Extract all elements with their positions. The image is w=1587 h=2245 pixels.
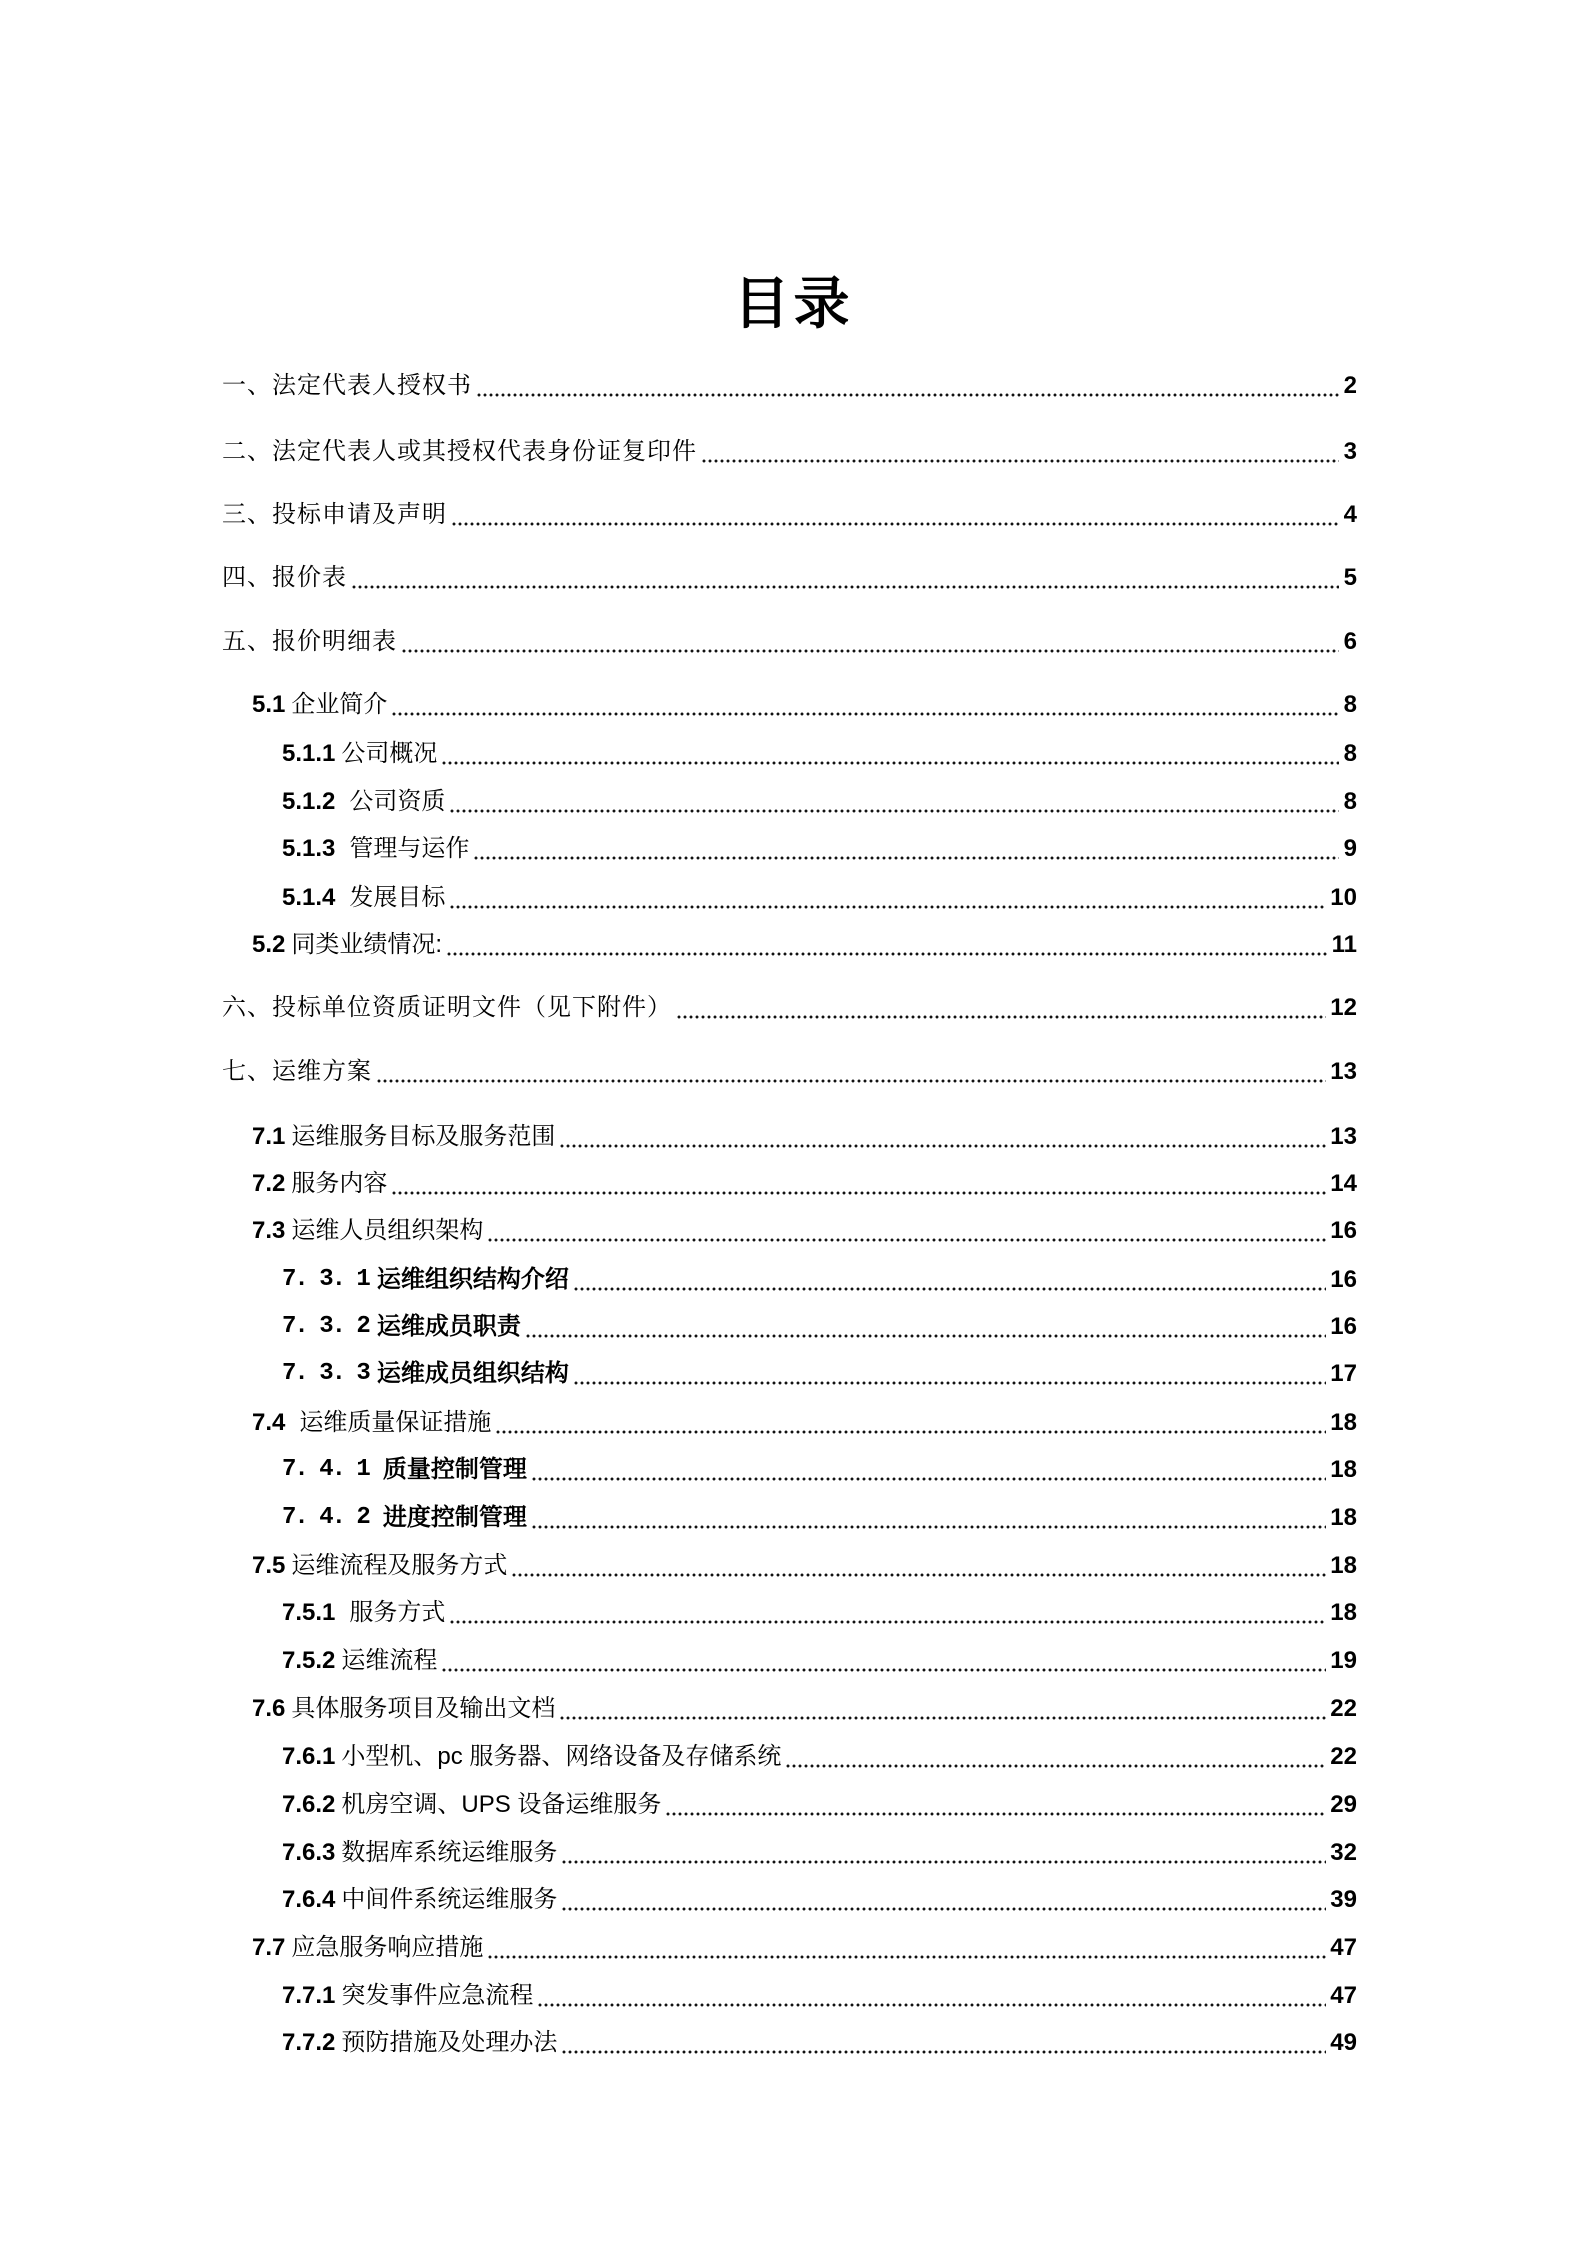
toc-entry[interactable] (222, 369, 1357, 403)
dot-leader (441, 1644, 1326, 1678)
toc-entry-number: 5.1.3 (282, 835, 336, 862)
toc-entry-page-number: 5 (1343, 564, 1357, 591)
toc-entry[interactable] (282, 1596, 1357, 1630)
toc-entry-title: 同类业绩情况: (291, 931, 443, 958)
dot-leader (559, 1120, 1326, 1154)
toc-entry[interactable] (282, 1501, 1357, 1535)
toc-entry-page-number: 29 (1330, 1791, 1357, 1818)
toc-entry-number: 5.1.2 (282, 788, 336, 815)
toc-entry-number: 7.6.1 (282, 1743, 336, 1770)
dot-leader (376, 1055, 1326, 1089)
toc-entry-number: 7.7 (252, 1934, 286, 1961)
toc-entry-number: 7.5.1 (282, 1599, 336, 1626)
dot-leader (665, 1788, 1326, 1822)
toc-entry-number: 7.5 (252, 1552, 286, 1579)
toc-entry-page-number: 22 (1330, 1743, 1357, 1770)
toc-entry[interactable] (252, 1931, 1357, 1965)
toc-entry-number: 5.1 (252, 691, 286, 718)
toc-entry-title: 预防措施及处理办法 (341, 2029, 558, 2056)
toc-entry-number: 7.5.2 (282, 1647, 336, 1674)
toc-entry-page-number: 19 (1330, 1647, 1357, 1674)
toc-entry-page-number: 18 (1330, 1456, 1357, 1483)
toc-entry[interactable] (282, 1453, 1357, 1487)
toc-entry-number: 5.1.4 (282, 884, 336, 911)
toc-entry-page-number: 32 (1330, 1839, 1357, 1866)
toc-entry[interactable] (282, 1836, 1357, 1870)
toc-entry-page-number: 47 (1330, 1982, 1357, 2009)
toc-entry-title: 五、报价明细表 (222, 628, 397, 655)
toc-entry-title: 质量控制管理 (382, 1456, 527, 1483)
toc-entry-number: 5.2 (252, 931, 286, 958)
toc-entry-number: 7. 3. 3 (282, 1360, 369, 1387)
toc-entry[interactable] (222, 498, 1357, 532)
dot-leader (487, 1931, 1326, 1965)
toc-entry-number: 7.3 (252, 1217, 286, 1244)
toc-entry-title: 运维成员职责 (376, 1313, 521, 1340)
toc-entry[interactable] (282, 1357, 1357, 1391)
toc-entry[interactable] (282, 737, 1357, 771)
toc-entry-page-number: 14 (1330, 1170, 1357, 1197)
toc-entry-title: 公司资质 (349, 788, 446, 815)
dot-leader (449, 1596, 1326, 1630)
dot-leader (449, 785, 1339, 819)
toc-entry-page-number: 16 (1330, 1217, 1357, 1244)
toc-entry-title: 管理与运作 (349, 835, 470, 862)
toc-entry-page-number: 10 (1330, 884, 1357, 911)
toc-entry-title: 应急服务响应措施 (291, 1934, 484, 1961)
toc-entry-number: 7. 3. 2 (282, 1313, 369, 1340)
dot-leader (487, 1214, 1326, 1248)
toc-entry-page-number: 49 (1330, 2029, 1357, 2056)
toc-entry-page-number: 13 (1330, 1058, 1357, 1085)
dot-leader (531, 1453, 1326, 1487)
toc-entry-title: 三、投标申请及声明 (222, 501, 447, 528)
toc-entry[interactable] (252, 1120, 1357, 1154)
toc-entry-title: 数据库系统运维服务 (341, 1839, 558, 1866)
dot-leader (701, 435, 1339, 469)
dot-leader (391, 688, 1339, 722)
toc-entry[interactable] (252, 1167, 1357, 1201)
toc-entry-number: 7.4 (252, 1409, 286, 1436)
toc-entry[interactable] (282, 1310, 1357, 1344)
toc-entry-title: 运维流程 (341, 1647, 438, 1674)
toc-entry-page-number: 9 (1343, 835, 1357, 862)
toc-entry-number: 7.6.3 (282, 1839, 336, 1866)
toc-entry-page-number: 22 (1330, 1695, 1357, 1722)
dot-leader (676, 991, 1326, 1025)
toc-entry-title: 运维成员组织结构 (376, 1360, 569, 1387)
toc-entry-number: 7. 3. 1 (282, 1266, 369, 1293)
page-title: 目录 (733, 273, 854, 336)
dot-leader (561, 2026, 1326, 2060)
toc-entry-page-number: 16 (1330, 1266, 1357, 1293)
toc-entry-title: 进度控制管理 (382, 1504, 527, 1531)
toc-entry[interactable] (252, 928, 1357, 962)
toc-entry-number: 7.1 (252, 1123, 286, 1150)
toc-entry-title: 运维质量保证措施 (299, 1409, 492, 1436)
toc-entry[interactable] (282, 2026, 1357, 2060)
toc-entry[interactable] (222, 435, 1357, 469)
toc-entry[interactable] (222, 625, 1357, 659)
dot-leader (785, 1740, 1326, 1774)
dot-leader (473, 832, 1339, 866)
toc-entry-page-number: 39 (1330, 1886, 1357, 1913)
toc-entry[interactable] (282, 1883, 1357, 1917)
toc-entry-page-number: 18 (1330, 1504, 1357, 1531)
toc-entry[interactable] (282, 785, 1357, 819)
toc-entry[interactable] (252, 1214, 1357, 1248)
toc-entry-title: 运维流程及服务方式 (291, 1552, 508, 1579)
dot-leader (573, 1357, 1326, 1391)
dot-leader (351, 561, 1339, 595)
toc-entry-title: 六、投标单位资质证明文件（见下附件） (222, 994, 672, 1021)
toc-entry-page-number: 18 (1330, 1599, 1357, 1626)
toc-entry-page-number: 8 (1343, 788, 1357, 815)
toc-entry-number: 7. 4. 2 (282, 1504, 369, 1531)
dot-leader (573, 1263, 1326, 1297)
toc-entry-number: 7.6.4 (282, 1886, 336, 1913)
toc-entry-title: 中间件系统运维服务 (341, 1886, 558, 1913)
toc-entry-page-number: 6 (1343, 628, 1357, 655)
toc-entry-page-number: 16 (1330, 1313, 1357, 1340)
dot-leader (401, 625, 1339, 659)
toc-entry-number: 7.6 (252, 1695, 286, 1722)
toc-entry[interactable] (222, 561, 1357, 595)
toc-entry-page-number: 3 (1343, 438, 1357, 465)
toc-entry-title: 服务方式 (349, 1599, 446, 1626)
toc-entry-page-number: 4 (1343, 501, 1357, 528)
dot-leader (561, 1836, 1326, 1870)
toc-entry[interactable] (222, 991, 1357, 1025)
toc-entry-page-number: 2 (1343, 372, 1357, 399)
toc-entry-title: 小型机、pc 服务器、网络设备及存储系统 (341, 1743, 782, 1770)
toc-entry[interactable] (282, 1979, 1357, 2013)
toc-entry-page-number: 8 (1343, 691, 1357, 718)
dot-leader (391, 1167, 1326, 1201)
toc-entry-page-number: 18 (1330, 1409, 1357, 1436)
toc-entry-title: 运维服务目标及服务范围 (291, 1123, 556, 1150)
toc-entry[interactable] (282, 832, 1357, 866)
toc-entry-title: 发展目标 (349, 884, 446, 911)
toc-entry-title: 一、法定代表人授权书 (222, 372, 472, 399)
toc-entry-title: 运维人员组织架构 (291, 1217, 484, 1244)
toc-entry-page-number: 13 (1330, 1123, 1357, 1150)
toc-entry-number: 7.2 (252, 1170, 286, 1197)
dot-leader (495, 1406, 1326, 1440)
toc-entry-title: 服务内容 (291, 1170, 388, 1197)
dot-leader (561, 1883, 1326, 1917)
toc-entry[interactable] (282, 1263, 1357, 1297)
toc-entry-title: 突发事件应急流程 (341, 1982, 534, 2009)
toc-entry[interactable] (282, 1644, 1357, 1678)
toc-entry-title: 公司概况 (341, 740, 438, 767)
toc-entry-title: 企业简介 (291, 691, 388, 718)
toc-entry[interactable] (252, 1692, 1357, 1726)
toc-entry-title: 机房空调、UPS 设备运维服务 (341, 1791, 662, 1818)
toc-entry-page-number: 18 (1330, 1552, 1357, 1579)
toc-entry-page-number: 12 (1330, 994, 1357, 1021)
toc-entry[interactable] (252, 1406, 1357, 1440)
dot-leader (559, 1692, 1326, 1726)
toc-entry[interactable] (252, 688, 1357, 722)
dot-leader (531, 1501, 1326, 1535)
toc-entry-title: 四、报价表 (222, 564, 347, 591)
dot-leader (537, 1979, 1326, 2013)
dot-leader (446, 928, 1328, 962)
toc-entry-page-number: 17 (1330, 1360, 1357, 1387)
toc-entry-page-number: 11 (1331, 931, 1357, 958)
toc-entry-number: 7.7.2 (282, 2029, 336, 2056)
toc-entry[interactable] (282, 881, 1357, 915)
dot-leader (476, 369, 1339, 403)
toc-entry-title: 具体服务项目及输出文档 (291, 1695, 556, 1722)
dot-leader (441, 737, 1339, 771)
dot-leader (449, 881, 1326, 915)
toc-entry-title: 七、运维方案 (222, 1058, 372, 1085)
toc-entry[interactable] (222, 1055, 1357, 1089)
toc-entry[interactable] (282, 1788, 1357, 1822)
toc-entry-number: 7.6.2 (282, 1791, 336, 1818)
toc-entry-number: 7. 4. 1 (282, 1456, 369, 1483)
toc-entry[interactable] (252, 1549, 1357, 1583)
dot-leader (451, 498, 1339, 532)
dot-leader (525, 1310, 1326, 1344)
toc-entry-title: 二、法定代表人或其授权代表身份证复印件 (222, 438, 697, 465)
toc-entry-title: 运维组织结构介绍 (376, 1266, 569, 1293)
toc-entry[interactable] (282, 1740, 1357, 1774)
toc-entry-number: 5.1.1 (282, 740, 336, 767)
dot-leader (511, 1549, 1326, 1583)
toc-entry-page-number: 8 (1343, 740, 1357, 767)
toc-entry-number: 7.7.1 (282, 1982, 336, 2009)
toc-entry-page-number: 47 (1330, 1934, 1357, 1961)
